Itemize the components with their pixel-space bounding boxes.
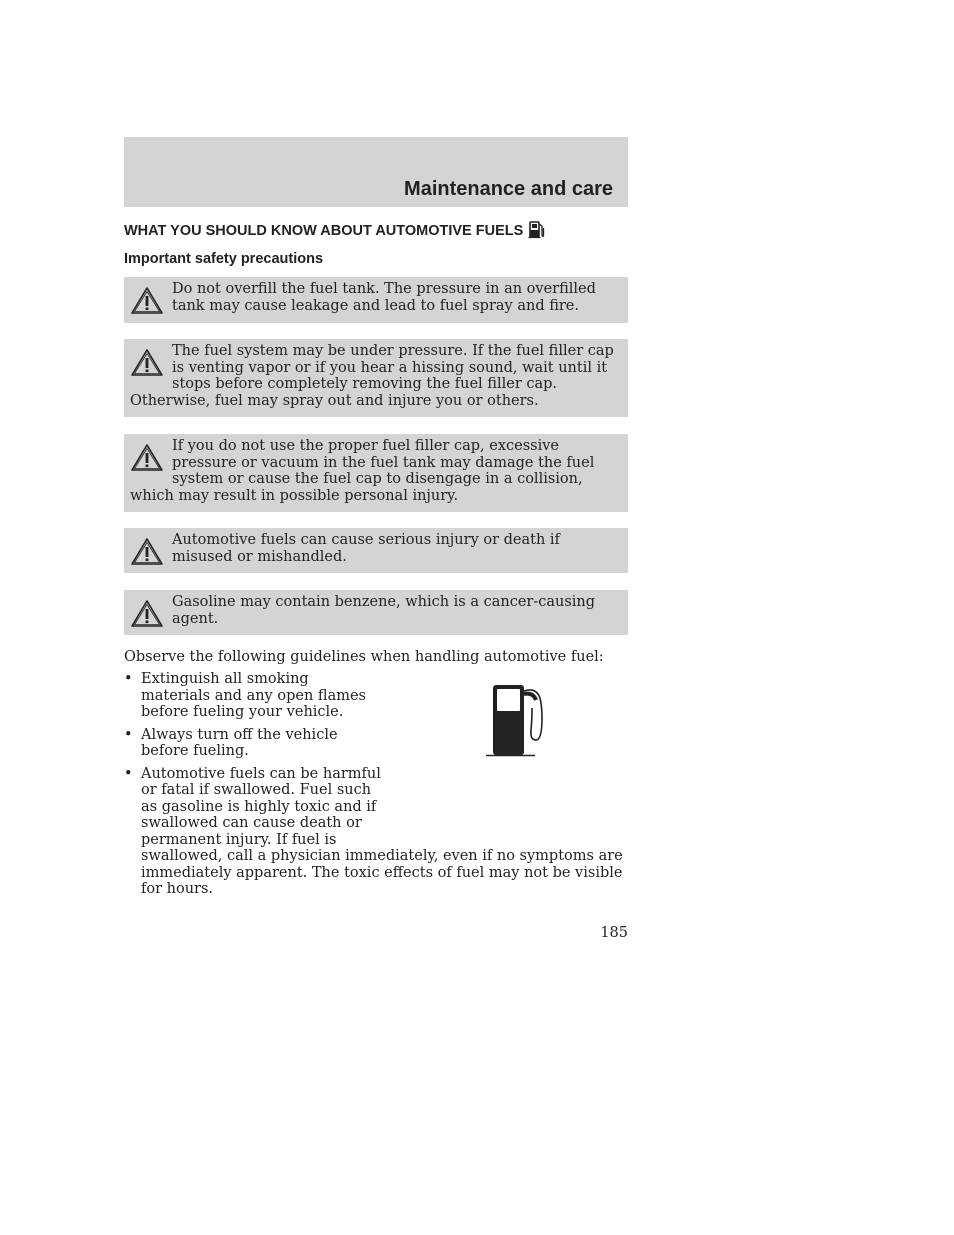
bullet-icon: •: [124, 671, 133, 687]
warning-triangle-icon: [130, 348, 164, 378]
header-band: [124, 137, 628, 207]
guidelines-list: [124, 671, 624, 904]
warning-text: If you do not use the proper fuel filler cap, excessive pressure or vacuum in the fuel tank may damage the fuel system or cause the fuel cap to disengage in a collision, which may result in possible personal injury.: [130, 438, 595, 504]
list-item-text: Automotive fuels can be harmful or fatal if swallowed. Fuel such as gasoline is highly toxic and if swallowed can cause death or permanent injury. If fuel is: [141, 765, 381, 848]
warning-triangle-icon: [130, 599, 164, 629]
list-item-text: Always turn off the vehicle before fueling.: [141, 726, 338, 759]
warning-box: [124, 434, 628, 512]
warning-box: [124, 277, 628, 323]
warning-triangle-icon: [130, 286, 164, 316]
warning-text: The fuel system may be under pressure. If the fuel filler cap is venting vapor or if you hear a hissing sound, wait until it stops before completely removing the fuel filler cap. Otherwise, fuel may spray out and injure you or others.: [130, 343, 614, 409]
warning-box: [124, 590, 628, 635]
warning-text: Gasoline may contain benzene, which is a cancer-causing agent.: [172, 594, 596, 627]
guidelines-intro: Observe the following guidelines when handling automotive fuel:: [124, 649, 604, 665]
fuel-pump-icon: [527, 219, 547, 243]
warning-triangle-icon: [130, 537, 164, 567]
section-heading: [124, 219, 547, 243]
section-heading-text: WHAT YOU SHOULD KNOW ABOUT AUTOMOTIVE FUELS: [124, 223, 524, 239]
page-number: 185: [600, 925, 628, 941]
warning-box: [124, 339, 628, 417]
list-item: [124, 671, 624, 721]
bullet-icon: •: [124, 765, 133, 782]
warning-text: Automotive fuels can cause serious injury or death if misused or mishandled.: [172, 532, 560, 565]
page-title: Maintenance and care: [404, 178, 613, 200]
list-item: [124, 766, 624, 898]
subheading: Important safety precautions: [124, 251, 324, 267]
list-item: [124, 727, 624, 760]
warning-box: [124, 528, 628, 573]
warning-text: Do not overfill the fuel tank. The pressure in an overfilled tank may cause leakage and lead to fuel spray and fire.: [172, 281, 596, 314]
list-item-text: swallowed, call a physician immediately, even if no symptoms are immediately apparent. The toxic effects of fuel may not be visible for hours.: [141, 848, 623, 897]
warning-triangle-icon: [130, 443, 164, 473]
list-item-text: Extinguish all smoking materials and any open flames before fueling your vehicle.: [141, 671, 366, 720]
fuel-pump-icon: [486, 684, 548, 757]
bullet-icon: •: [124, 726, 133, 743]
